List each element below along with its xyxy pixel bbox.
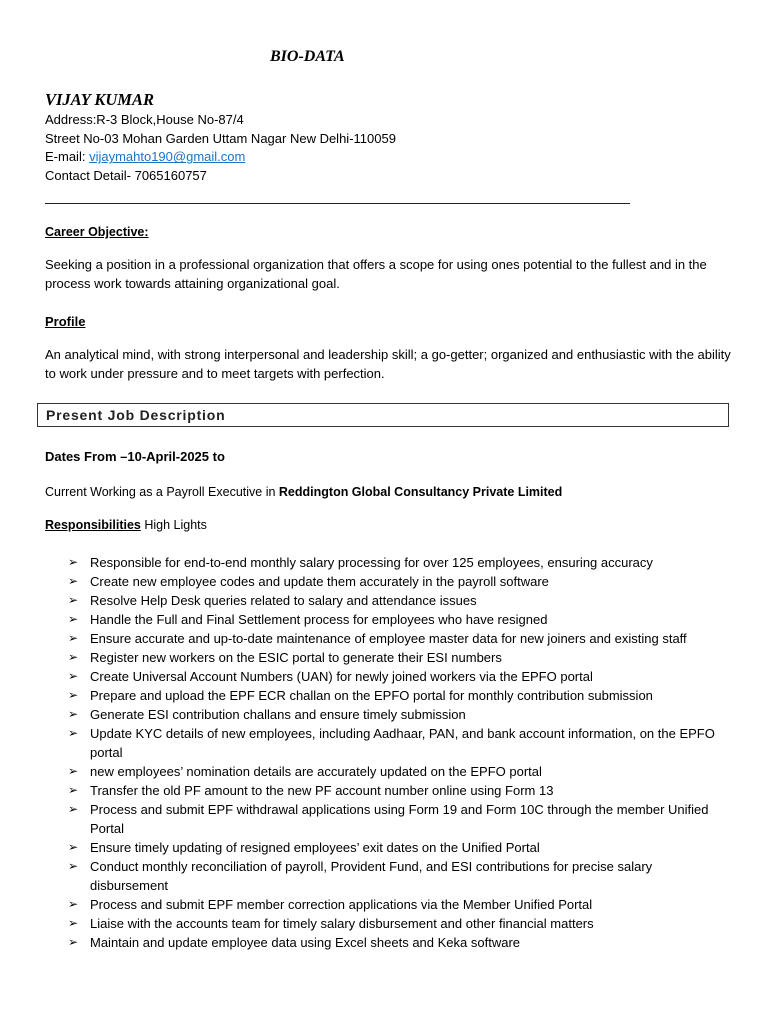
- arrow-bullet-icon: ➢: [68, 631, 79, 645]
- responsibility-item: [68, 895, 718, 914]
- responsibility-text: Ensure timely updating of resigned employees’ exit dates on the Unified Portal: [90, 840, 540, 855]
- responsibility-text: Transfer the old PF amount to the new PF account number online using Form 13: [90, 783, 554, 798]
- responsibility-item: [68, 553, 718, 572]
- arrow-bullet-icon: ➢: [68, 555, 79, 569]
- career-objective-heading: Career Objective:: [45, 225, 149, 239]
- company-name: Reddington Global Consultancy Private Limited: [278, 485, 563, 499]
- present-job-section-header: [37, 403, 729, 427]
- arrow-bullet-icon: ➢: [68, 707, 79, 721]
- current-position-text: Current Working as a Payroll Executive in: [45, 485, 279, 499]
- responsibility-item: [68, 667, 718, 686]
- responsibility-text: new employees’ nomination details are accurately updated on the EPFO portal: [90, 764, 542, 779]
- responsibility-text: Register new workers on the ESIC portal to generate their ESI numbers: [90, 650, 502, 665]
- contact-phone: Contact Detail- 7065160757: [45, 168, 207, 184]
- arrow-bullet-icon: ➢: [68, 650, 79, 664]
- arrow-bullet-icon: ➢: [68, 859, 79, 873]
- arrow-bullet-icon: ➢: [68, 612, 79, 626]
- responsibility-item: [68, 572, 718, 591]
- arrow-bullet-icon: ➢: [68, 574, 79, 588]
- responsibility-text: Update KYC details of new employees, including Aadhaar, PAN, and bank account information, on the EPFO portal: [90, 726, 715, 760]
- email-line: [45, 148, 396, 167]
- responsibility-text: Generate ESI contribution challans and ensure timely submission: [90, 707, 466, 722]
- arrow-bullet-icon: ➢: [68, 593, 79, 607]
- responsibility-item: [68, 800, 718, 838]
- responsibility-text: Process and submit EPF withdrawal applications using Form 19 and Form 10C through the member Unified Portal: [90, 802, 709, 836]
- responsibility-text: Liaise with the accounts team for timely salary disbursement and other financial matters: [90, 916, 594, 931]
- arrow-bullet-icon: ➢: [68, 897, 79, 911]
- responsibility-item: [68, 762, 718, 781]
- responsibilities-label: Responsibilities: [45, 518, 141, 532]
- profile-text: An analytical mind, with strong interpersonal and leadership skill; a go-getter; organized and enthusiastic with the ability to work under pressure and to meet targets with perfection.: [45, 347, 731, 381]
- responsibility-item: [68, 914, 718, 933]
- responsibility-text: Prepare and upload the EPF ECR challan on the EPFO portal for monthly contribution submission: [90, 688, 653, 703]
- document-title: BIO-DATA: [270, 48, 345, 65]
- responsibility-text: Resolve Help Desk queries related to salary and attendance issues: [90, 593, 477, 608]
- responsibility-text: Responsible for end-to-end monthly salary processing for over 125 employees, ensuring accuracy: [90, 555, 653, 570]
- address-line-2: Street No-03 Mohan Garden Uttam Nagar New Delhi-110059: [45, 130, 396, 146]
- job-dates: Dates From –10-April-2025 to: [45, 449, 225, 464]
- responsibility-text: Maintain and update employee data using Excel sheets and Keka software: [90, 935, 520, 950]
- responsibility-text: Process and submit EPF member correction applications via the Member Unified Portal: [90, 897, 593, 912]
- responsibility-text: Create Universal Account Numbers (UAN) for newly joined workers via the EPFO portal: [90, 669, 593, 684]
- email-label: E-mail:: [45, 149, 90, 165]
- responsibility-item: [68, 686, 718, 705]
- responsibility-item: [68, 857, 718, 895]
- responsibility-item: [68, 838, 718, 857]
- career-objective-text: Seeking a position in a professional organization that offers a scope for using ones potential to the fullest and in the process work towards attaining organizational goal.: [45, 257, 707, 291]
- responsibility-item: [68, 781, 718, 800]
- highlights-label: High Lights: [140, 518, 207, 532]
- separator-line: [45, 203, 630, 204]
- responsibility-text: Create new employee codes and update them accurately in the payroll software: [90, 574, 549, 589]
- responsibilities-list: [68, 553, 718, 952]
- responsibility-item: [68, 933, 718, 952]
- present-job-heading: Present Job Description: [46, 407, 226, 423]
- profile-heading: Profile: [45, 314, 86, 329]
- responsibility-item: [68, 724, 718, 762]
- arrow-bullet-icon: ➢: [68, 764, 79, 778]
- arrow-bullet-icon: ➢: [68, 669, 79, 683]
- current-position: [45, 485, 562, 499]
- responsibilities-heading: [45, 518, 207, 532]
- responsibility-text: Conduct monthly reconciliation of payroll, Provident Fund, and ESI contributions for precise salary disbursement: [90, 859, 653, 893]
- arrow-bullet-icon: ➢: [68, 935, 79, 949]
- responsibility-item: [68, 610, 718, 629]
- responsibility-item: [68, 591, 718, 610]
- arrow-bullet-icon: ➢: [68, 783, 79, 797]
- arrow-bullet-icon: ➢: [68, 840, 79, 854]
- responsibility-item: [68, 648, 718, 667]
- responsibility-item: [68, 629, 718, 648]
- arrow-bullet-icon: ➢: [68, 916, 79, 930]
- arrow-bullet-icon: ➢: [68, 688, 79, 702]
- responsibility-text: Ensure accurate and up-to-date maintenance of employee master data for new joiners and existing staff: [90, 631, 687, 646]
- responsibility-text: Handle the Full and Final Settlement process for employees who have resigned: [90, 612, 548, 627]
- arrow-bullet-icon: ➢: [68, 726, 79, 740]
- address-line-1: Address:R-3 Block,House No-87/4: [45, 112, 244, 127]
- email-link[interactable]: vijaymahto190@gmail.com: [89, 149, 246, 165]
- responsibility-item: [68, 705, 718, 724]
- contact-block: [45, 111, 396, 186]
- arrow-bullet-icon: ➢: [68, 802, 79, 816]
- candidate-name: VIJAY KUMAR: [45, 90, 154, 109]
